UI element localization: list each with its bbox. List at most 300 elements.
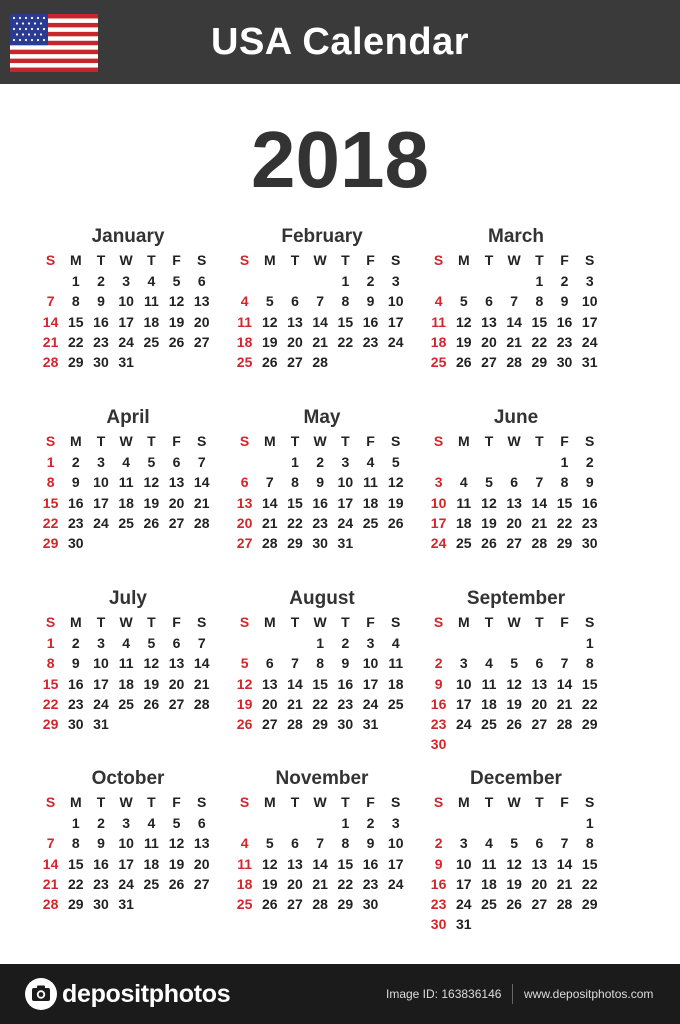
day-cell: 4	[122, 454, 131, 471]
day-cell: 10	[455, 855, 472, 872]
day-cell	[552, 813, 577, 833]
day-cell: 5	[172, 815, 181, 832]
day-cell: 8	[291, 474, 299, 491]
day-cell: 25	[118, 695, 134, 712]
day-cell: 22	[531, 333, 548, 350]
day-cell	[38, 271, 63, 291]
weekday-label: W	[507, 433, 521, 449]
weekday-label: F	[172, 614, 181, 630]
day-cell: 20	[481, 333, 497, 350]
day-cell: 16	[312, 494, 328, 511]
day-cell: 3	[459, 655, 468, 672]
day-cell: 8	[316, 655, 325, 672]
weekday-label: T	[96, 614, 106, 630]
week-row	[38, 452, 218, 472]
day-cell: 13	[261, 675, 278, 692]
week-row	[38, 674, 218, 694]
day-cell: 12	[168, 293, 185, 310]
day-cell: 28	[261, 534, 278, 551]
day-cell: 21	[193, 675, 210, 692]
day-cell: 26	[506, 895, 522, 912]
day-cell: 3	[459, 835, 468, 852]
day-cell: 11	[143, 293, 159, 310]
day-cell: 24	[387, 875, 404, 892]
day-cell: 16	[362, 855, 379, 872]
day-cell	[552, 734, 577, 754]
day-cell: 11	[237, 313, 252, 330]
week-row	[232, 813, 412, 833]
weekday-header	[426, 612, 606, 632]
day-cell: 10	[455, 675, 472, 692]
day-cell: 17	[93, 675, 109, 692]
day-cell: 29	[287, 534, 303, 551]
day-cell: 14	[506, 313, 522, 330]
weekday-label: S	[45, 433, 56, 449]
day-cell	[257, 452, 282, 472]
day-cell: 1	[560, 454, 569, 471]
day-cell: 27	[506, 534, 522, 551]
week-row	[426, 714, 606, 734]
day-cell: 20	[193, 855, 210, 872]
day-cell: 30	[67, 715, 84, 732]
day-cell: 15	[42, 675, 59, 692]
day-cell: 15	[581, 675, 598, 692]
day-cell	[114, 533, 139, 553]
day-cell: 25	[236, 895, 253, 912]
month-june	[426, 405, 606, 553]
day-cell: 9	[71, 655, 80, 672]
day-cell: 5	[459, 293, 468, 310]
day-cell: 12	[506, 855, 522, 872]
day-cell: 16	[556, 313, 573, 330]
day-cell: 23	[362, 333, 379, 350]
day-cell: 19	[387, 494, 404, 511]
day-cell: 26	[143, 514, 160, 531]
day-cell: 11	[363, 474, 378, 491]
day-cell	[476, 813, 501, 833]
week-row	[426, 513, 606, 533]
week-row	[426, 653, 606, 673]
week-row	[38, 854, 218, 874]
day-cell	[358, 533, 383, 553]
day-cell: 17	[337, 494, 354, 511]
day-cell	[189, 352, 214, 372]
day-cell: 19	[261, 875, 278, 892]
day-cell	[383, 533, 408, 553]
day-cell	[257, 633, 282, 653]
week-row	[38, 694, 218, 714]
day-cell: 7	[46, 835, 55, 852]
day-cell: 13	[168, 474, 185, 491]
day-cell: 25	[455, 534, 472, 551]
day-cell: 5	[265, 835, 274, 852]
day-cell: 22	[337, 333, 354, 350]
day-cell: 27	[531, 895, 548, 912]
weekday-label: T	[341, 252, 350, 268]
week-row	[232, 714, 412, 734]
day-cell: 23	[67, 514, 84, 531]
day-cell: 31	[362, 715, 379, 732]
week-row	[232, 332, 412, 352]
day-cell: 26	[236, 715, 253, 732]
weekday-label: M	[263, 614, 276, 630]
day-cell: 4	[485, 655, 493, 672]
weekday-label: S	[197, 794, 207, 810]
weekday-label: M	[457, 252, 470, 268]
month-name: July	[108, 588, 148, 609]
day-cell	[527, 813, 552, 833]
day-cell: 26	[261, 895, 278, 912]
day-cell: 16	[430, 875, 447, 892]
day-cell: 14	[312, 855, 328, 872]
day-cell: 28	[193, 514, 210, 531]
week-row	[38, 271, 218, 291]
day-cell: 12	[261, 855, 278, 872]
weekday-label: F	[366, 614, 375, 630]
day-cell	[333, 352, 358, 372]
week-row	[426, 813, 606, 833]
day-cell: 4	[240, 835, 249, 852]
day-cell: 13	[287, 855, 303, 872]
day-cell: 14	[556, 855, 573, 872]
day-cell: 5	[510, 835, 519, 852]
weekday-label: S	[585, 614, 595, 630]
day-cell	[451, 271, 476, 291]
weekday-label: W	[119, 614, 133, 630]
day-cell: 11	[237, 855, 252, 872]
day-cell: 27	[168, 514, 185, 531]
day-cell: 23	[430, 715, 447, 732]
day-cell	[527, 452, 552, 472]
day-cell	[257, 271, 282, 291]
day-cell: 22	[67, 333, 84, 350]
weekday-label: T	[290, 794, 300, 810]
week-row	[38, 312, 218, 332]
day-cell: 16	[362, 313, 379, 330]
day-cell: 29	[67, 895, 84, 912]
day-cell: 19	[143, 675, 160, 692]
day-cell: 30	[337, 715, 354, 732]
week-row	[38, 332, 218, 352]
day-cell	[232, 271, 257, 291]
day-cell: 15	[42, 494, 59, 511]
day-cell: 2	[366, 273, 375, 290]
day-cell: 24	[387, 333, 404, 350]
month-name: November	[275, 768, 369, 789]
day-cell: 20	[193, 313, 210, 330]
weekday-label: S	[197, 252, 207, 268]
day-cell: 29	[581, 895, 598, 912]
day-cell: 9	[341, 655, 350, 672]
day-cell: 2	[434, 835, 443, 852]
week-row	[232, 894, 412, 914]
image-id-label: Image ID: 163836146	[386, 987, 502, 1001]
day-cell	[88, 533, 113, 553]
day-cell: 12	[168, 835, 185, 852]
week-row	[232, 271, 412, 291]
month-october	[38, 766, 218, 914]
day-cell: 7	[291, 655, 299, 672]
weekday-label: S	[197, 433, 207, 449]
day-cell: 29	[337, 895, 354, 912]
day-cell: 23	[312, 514, 328, 531]
day-cell: 10	[581, 293, 598, 310]
week-row	[232, 472, 412, 492]
month-name: June	[493, 407, 539, 428]
day-cell	[164, 714, 189, 734]
day-cell: 31	[118, 895, 134, 912]
month-name: May	[303, 407, 341, 428]
weekday-label: F	[172, 794, 181, 810]
day-cell: 13	[531, 675, 548, 692]
day-cell: 18	[236, 875, 253, 892]
weekday-header	[38, 792, 218, 812]
day-cell: 28	[556, 715, 573, 732]
day-cell: 1	[341, 273, 350, 290]
day-cell: 16	[67, 675, 84, 692]
day-cell	[426, 271, 451, 291]
weekday-label: S	[391, 614, 401, 630]
day-cell: 17	[387, 313, 404, 330]
day-cell: 6	[197, 815, 206, 832]
weekday-label: M	[263, 433, 276, 449]
day-cell	[476, 452, 501, 472]
day-cell: 13	[287, 313, 303, 330]
day-cell: 8	[535, 293, 544, 310]
weekday-header	[232, 250, 412, 270]
day-cell	[282, 813, 307, 833]
day-cell	[502, 271, 527, 291]
footer-divider	[512, 984, 513, 1004]
weekday-label: T	[290, 252, 300, 268]
week-row	[38, 653, 218, 673]
day-cell: 23	[93, 875, 109, 892]
day-cell	[164, 533, 189, 553]
day-cell	[164, 352, 189, 372]
day-cell: 23	[430, 895, 447, 912]
day-cell: 11	[481, 855, 497, 872]
day-cell: 15	[556, 494, 573, 511]
day-cell: 12	[506, 675, 522, 692]
day-cell: 11	[456, 494, 472, 511]
day-cell: 20	[531, 695, 548, 712]
day-cell	[232, 813, 257, 833]
week-row	[38, 833, 218, 853]
week-row	[38, 714, 218, 734]
day-cell: 18	[143, 313, 160, 330]
week-row	[38, 813, 218, 833]
day-cell: 28	[287, 715, 303, 732]
day-cell: 13	[168, 655, 185, 672]
day-cell: 25	[481, 715, 497, 732]
day-cell: 31	[337, 534, 354, 551]
day-cell: 20	[287, 875, 303, 892]
day-cell: 2	[97, 273, 105, 290]
week-row	[232, 533, 412, 553]
day-cell: 3	[391, 815, 400, 832]
weekday-label: S	[585, 433, 595, 449]
day-cell: 12	[481, 494, 497, 511]
month-name: December	[470, 768, 562, 789]
day-cell: 10	[93, 474, 109, 491]
day-cell: 10	[387, 835, 404, 852]
day-cell: 1	[46, 635, 55, 652]
weekday-label: T	[290, 433, 300, 449]
week-row	[426, 633, 606, 653]
weekday-header	[232, 792, 412, 812]
day-cell: 17	[118, 313, 134, 330]
day-cell: 17	[118, 855, 134, 872]
day-cell: 6	[510, 474, 519, 491]
day-cell: 26	[506, 715, 522, 732]
weekday-label: S	[391, 433, 401, 449]
weekday-label: S	[239, 614, 250, 630]
day-cell: 3	[341, 454, 350, 471]
day-cell: 14	[193, 655, 210, 672]
day-cell: 29	[67, 353, 84, 370]
day-cell: 5	[147, 635, 156, 652]
day-cell: 19	[481, 514, 497, 531]
week-row	[426, 874, 606, 894]
day-cell: 25	[362, 514, 379, 531]
day-cell: 19	[506, 695, 522, 712]
day-cell: 27	[193, 875, 210, 892]
day-cell: 13	[193, 835, 210, 852]
day-cell: 24	[93, 514, 109, 531]
day-cell	[139, 714, 164, 734]
month-name: March	[488, 226, 544, 247]
day-cell	[308, 813, 333, 833]
day-cell: 21	[556, 695, 573, 712]
day-cell: 22	[581, 695, 598, 712]
day-cell	[164, 894, 189, 914]
day-cell: 7	[197, 635, 206, 652]
week-row	[232, 493, 412, 513]
day-cell	[426, 452, 451, 472]
day-cell: 21	[312, 875, 328, 892]
day-cell: 4	[366, 454, 375, 471]
day-cell: 15	[312, 675, 328, 692]
day-cell: 22	[42, 695, 59, 712]
day-cell	[114, 714, 139, 734]
week-row	[426, 472, 606, 492]
weekday-label: W	[119, 252, 133, 268]
day-cell: 28	[193, 695, 210, 712]
day-cell	[476, 633, 501, 653]
weekday-label: S	[433, 252, 444, 268]
day-cell	[451, 734, 476, 754]
week-row	[426, 291, 606, 311]
day-cell: 8	[46, 655, 55, 672]
weekday-header	[38, 612, 218, 632]
day-cell: 15	[531, 313, 548, 330]
weekday-header	[426, 250, 606, 270]
day-cell	[527, 914, 552, 934]
day-cell: 19	[236, 695, 253, 712]
day-cell: 4	[434, 293, 443, 310]
day-cell: 18	[236, 333, 253, 350]
day-cell: 14	[556, 675, 573, 692]
weekday-label: T	[147, 614, 156, 630]
day-cell	[383, 894, 408, 914]
month-april	[38, 405, 218, 553]
day-cell: 12	[236, 675, 253, 692]
day-cell: 14	[42, 313, 59, 330]
day-cell	[189, 894, 214, 914]
month-may	[232, 405, 412, 553]
day-cell: 17	[430, 514, 447, 531]
day-cell: 28	[42, 895, 59, 912]
weekday-label: T	[147, 252, 156, 268]
weekday-label: W	[119, 433, 133, 449]
weekday-label: T	[484, 614, 494, 630]
day-cell: 7	[265, 474, 274, 491]
weekday-label: T	[341, 794, 350, 810]
week-row	[38, 513, 218, 533]
day-cell: 15	[337, 313, 354, 330]
day-cell: 8	[560, 474, 569, 491]
day-cell: 28	[531, 534, 548, 551]
day-cell: 8	[71, 293, 80, 310]
day-cell	[527, 734, 552, 754]
day-cell: 21	[42, 875, 59, 892]
week-row	[38, 533, 218, 553]
day-cell: 11	[431, 313, 446, 330]
month-name: April	[106, 407, 150, 428]
day-cell: 21	[531, 514, 548, 531]
day-cell: 29	[556, 534, 573, 551]
day-cell: 9	[434, 675, 443, 692]
weekday-label: T	[535, 794, 544, 810]
day-cell: 29	[581, 715, 598, 732]
camera-icon	[24, 977, 58, 1011]
day-cell: 30	[430, 736, 447, 753]
day-cell: 20	[261, 695, 278, 712]
weekday-label: S	[391, 252, 401, 268]
day-cell	[502, 633, 527, 653]
day-cell: 25	[387, 695, 404, 712]
day-cell	[552, 914, 577, 934]
day-cell: 24	[455, 895, 472, 912]
day-cell	[577, 734, 602, 754]
day-cell: 30	[93, 353, 109, 370]
weekday-header	[38, 250, 218, 270]
day-cell: 30	[581, 534, 598, 551]
day-cell: 2	[97, 815, 105, 832]
day-cell: 10	[118, 835, 134, 852]
day-cell: 2	[585, 454, 594, 471]
day-cell: 18	[387, 675, 404, 692]
day-cell: 14	[42, 855, 59, 872]
week-row	[426, 894, 606, 914]
day-cell: 24	[362, 695, 379, 712]
day-cell: 27	[236, 534, 253, 551]
weekday-label: W	[507, 794, 521, 810]
day-cell: 22	[556, 514, 573, 531]
weekday-label: W	[507, 614, 521, 630]
day-cell: 20	[531, 875, 548, 892]
day-cell	[232, 452, 257, 472]
day-cell: 25	[236, 353, 253, 370]
day-cell: 16	[93, 313, 109, 330]
day-cell: 1	[71, 815, 80, 832]
day-cell: 27	[531, 715, 548, 732]
day-cell: 5	[265, 293, 274, 310]
weekday-header	[232, 612, 412, 632]
day-cell: 1	[291, 454, 299, 471]
day-cell: 13	[481, 313, 497, 330]
day-cell: 11	[143, 835, 159, 852]
